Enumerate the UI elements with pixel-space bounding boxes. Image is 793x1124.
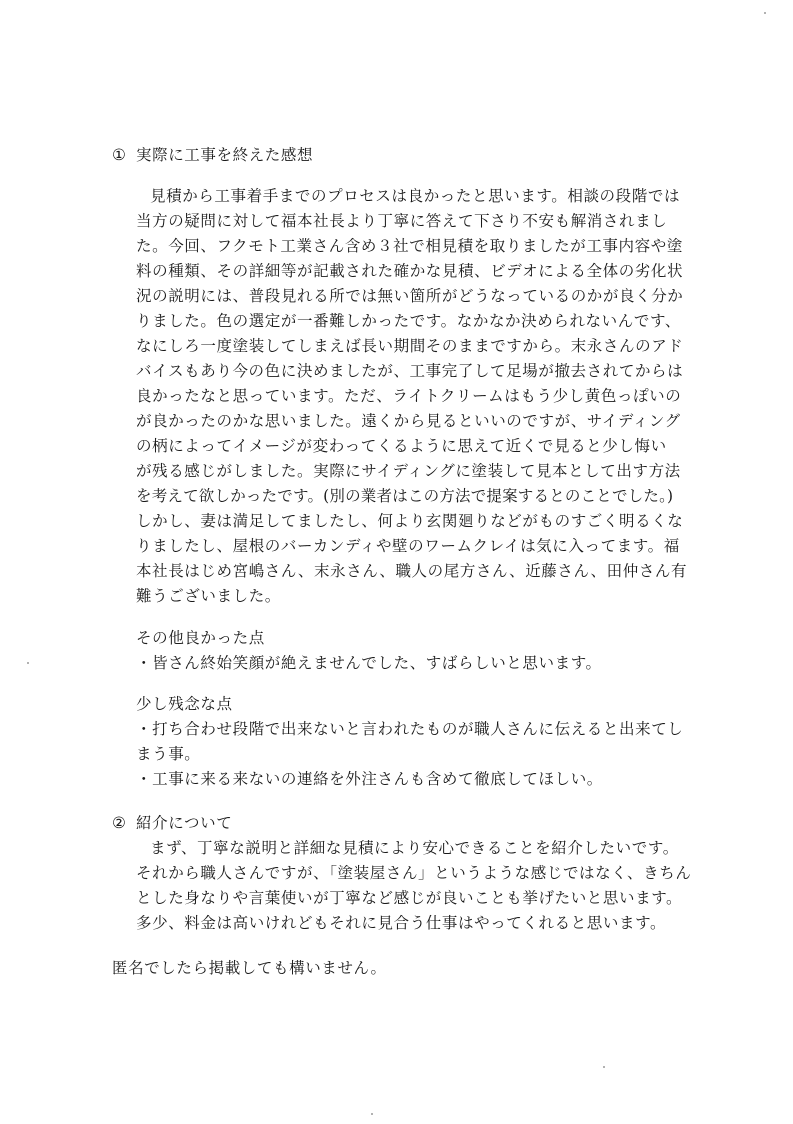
section-1-paragraph-line: 当方の疑問に対して福本社長より丁寧に答えて下さり不安も解消されまし: [136, 212, 668, 230]
section-2-title: 紹介について: [136, 814, 233, 832]
section-1-title: 実際に工事を終えた感想: [136, 146, 314, 164]
scan-speck: [764, 12, 766, 14]
closing-note: 匿名でしたら掲載しても構いません。: [112, 959, 387, 977]
section-1-paragraph-line: た。今回、フクモト工業さん含め３社で相見積を取りましたが工事内容や塗: [136, 237, 683, 255]
section-1-heading: [112, 145, 313, 165]
scan-speck: [27, 662, 29, 664]
regret-points-item: ・工事に来る来ないの連絡を外注さんも含めて徹底してほしい。: [136, 770, 603, 788]
good-points-item: ・皆さん終始笑顔が絶えませんでした、すばらしいと思います。: [136, 654, 602, 672]
scan-speck: [371, 1113, 373, 1115]
section-1-paragraph-line: の柄によってイメージが変わってくるように思えて近くで見ると少し悔い: [136, 437, 667, 455]
regret-points-item: まう事。: [136, 745, 201, 763]
section-1-paragraph-line: 本社長はじめ宮嶋さん、末永さん、職人の尾方さん、近藤さん、田仲さん有: [136, 562, 688, 580]
regret-points-item: ・打ち合わせ段階で出来ないと言われたものが職人さんに伝えると出来てし: [136, 720, 684, 738]
section-1-paragraph-line: バイスもあり今の色に決めましたが、工事完了して足場が撤去されてからは: [136, 362, 684, 380]
section-2-heading: [112, 813, 232, 833]
good-points-heading: その他良かった点: [136, 629, 265, 647]
section-1-number: ①: [112, 146, 127, 164]
section-1-paragraph-line: 良かったなと思っています。ただ、ライトクリームはもう少し黄色っぽいの: [136, 387, 682, 405]
regret-points-heading: 少し残念な点: [136, 695, 233, 713]
section-2-number: ②: [112, 814, 127, 832]
section-1-paragraph-line: 難うございました。: [136, 587, 281, 605]
section-1-paragraph-line: りましたし、屋根のバーカンディや壁のワームクレイは気に入ってます。福: [136, 537, 680, 555]
section-2-paragraph-line: まず、丁寧な説明と詳細な見積により安心できることを紹介したいです。: [150, 839, 679, 857]
section-1-paragraph-line: が良かったのかな思いました。遠くから見るといいのですが、サイディング: [136, 412, 681, 430]
section-1-paragraph-line: 況の説明には、普段見れる所では無い箇所がどうなっているのかが良く分か: [136, 287, 684, 305]
section-2-paragraph-line: 多少、料金は高いけれどもそれに見合う仕事はやってくれると思います。: [136, 914, 667, 932]
section-2-paragraph-line: それから職人さんですが、「塗装屋さん」というような感じではなく、きちん: [136, 864, 692, 882]
section-2-paragraph-line: とした身なりや言葉使いが丁寧など感じが良いことも挙げたいと思います。: [136, 889, 683, 907]
section-1-paragraph-line: なにしろ一度塗装してしまえば長い期間そのままですから。末永さんのアド: [136, 337, 684, 355]
section-1-paragraph-line: 見積から工事着手までのプロセスは良かったと思います。相談の段階では: [150, 187, 681, 205]
scan-speck: [603, 1066, 605, 1068]
section-1-paragraph-line: しかし、妻は満足してましたし、何より玄関廻りなどがものすごく明るくな: [136, 512, 684, 530]
section-1-paragraph-line: 料の種類、その詳細等が記載された確かな見積、ビデオによる全体の劣化状: [136, 262, 684, 280]
section-1-paragraph-line: りました。色の選定が一番難しかったです。なかなか決められないんです、: [136, 312, 681, 330]
section-1-paragraph-line: を考えて欲しかったです。(別の業者はこの方法で提案するとのことでした。): [136, 487, 674, 505]
section-1-paragraph-line: が残る感じがしました。実際にサイディングに塗装して見本として出す方法: [136, 462, 681, 480]
